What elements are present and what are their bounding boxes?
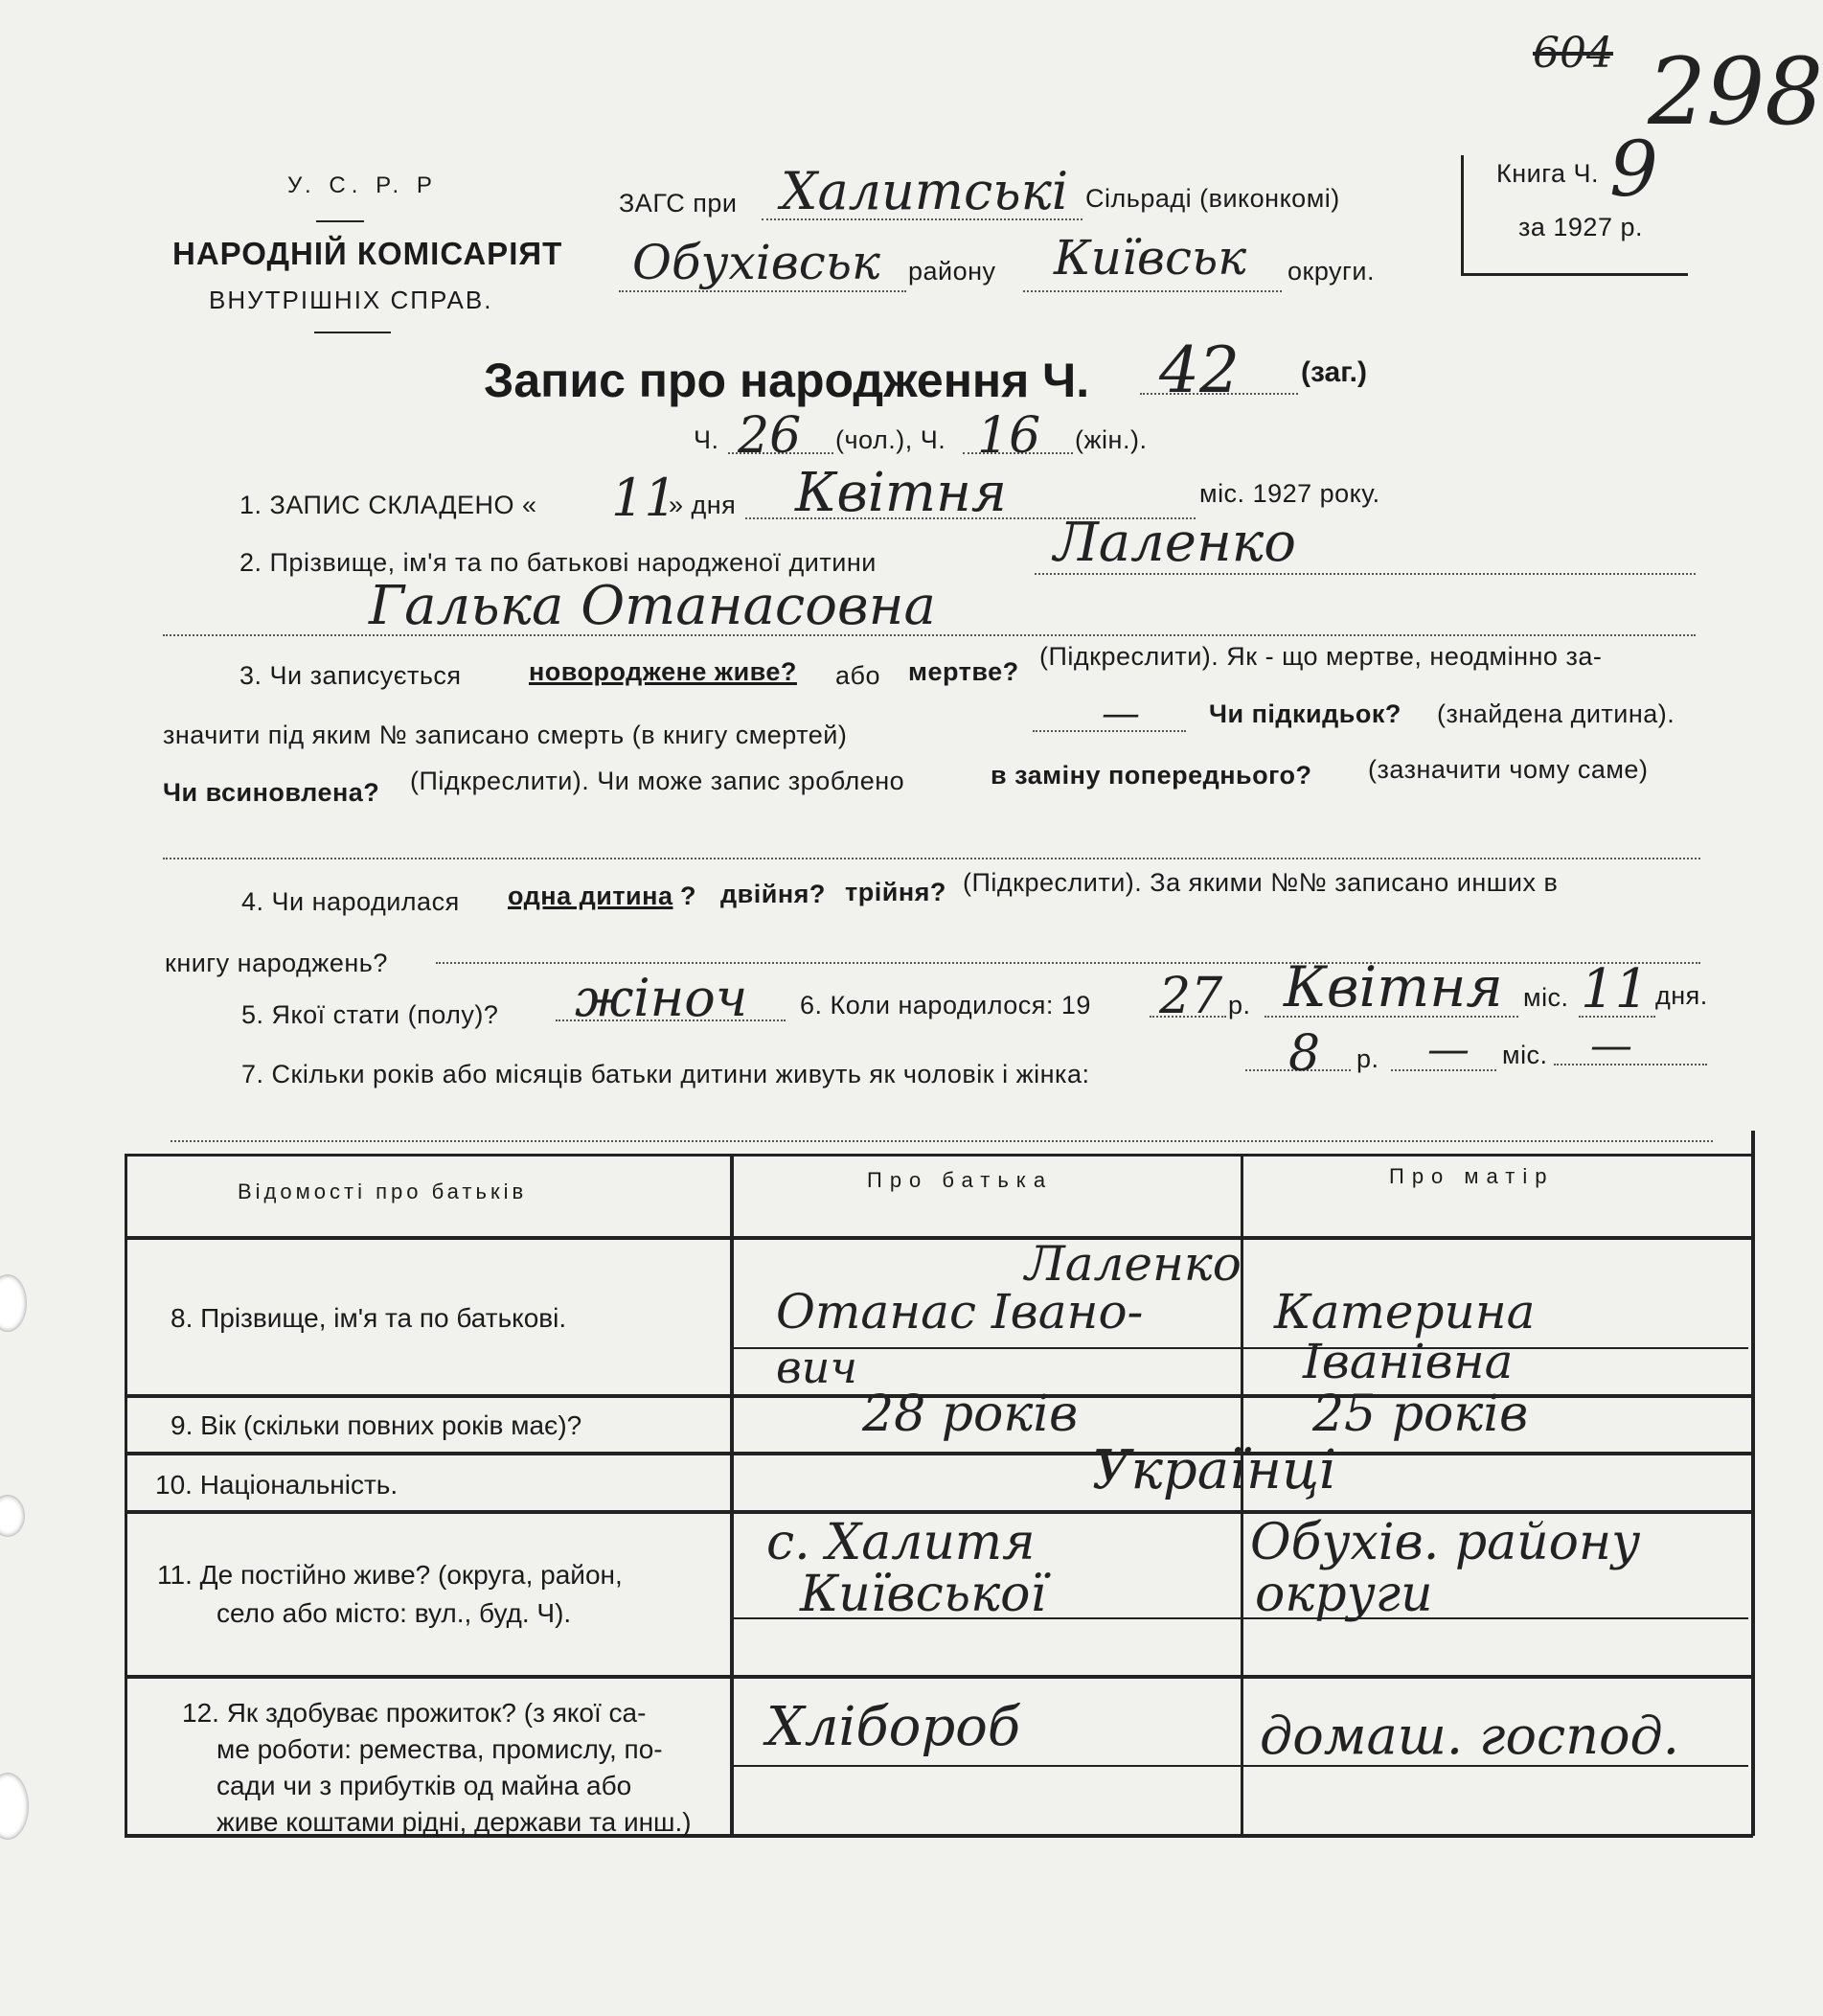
q1-month-handwritten: Квітня [795,462,1007,524]
row11-mother-line1: Обухів. району [1250,1514,1641,1571]
table-border [730,1154,734,1836]
q4-l1e: (Підкреслити). За якими №№ записано инших в [963,868,1559,897]
row8-father-line2: вич [776,1341,858,1393]
q7-text: 7. Скільки років або місяців батьки дитини живуть як чоловік і жінка: [241,1060,1090,1088]
q6-dnya: дня. [1655,981,1708,1010]
row11-label-line1: 11. Де постійно живе? (округа, район, [157,1560,623,1590]
male-label: (чол.), Ч. [835,425,946,454]
book-number-handwritten: 9 [1609,125,1658,214]
page-number: 298 [1648,38,1823,146]
book-box-border [1461,273,1688,276]
row11-mother-line2: округи [1255,1566,1433,1623]
district-handwritten: Обухівськ [632,235,880,290]
row12-father-occupation-handwritten: Хлібороб [766,1696,1021,1758]
table-subline [733,1347,1748,1349]
table-header-info: Відомості про батьків [238,1180,528,1203]
q4-triplets: трійня? [845,878,946,906]
book-year: за 1927 р. [1518,213,1643,241]
q3-replacement: в заміну попереднього? [991,761,1312,790]
row9-mother-age-handwritten: 25 років [1312,1386,1529,1443]
zags-prefix: ЗАГС при [619,189,738,218]
punch-hole [0,1773,29,1840]
q5-sex-handwritten: жіноч [575,968,748,1028]
record-suffix: (заг.) [1301,356,1368,388]
commissariat-title: НАРОДНІЙ КОМІСАРІЯТ [172,236,563,271]
struck-number: 604 [1533,29,1613,78]
fill-line [163,858,1700,859]
q3-l2c: (знайдена дитина). [1437,699,1675,728]
q3-l1e: (Підкреслити). Як - що мертве, неодмінно за- [1039,642,1603,671]
row11-father-line2: Київської [800,1566,1047,1623]
q6-r: р. [1228,991,1251,1019]
row8-mother-line2: Іванівна [1303,1334,1514,1389]
fill-line [171,1140,1713,1142]
row10-label: 10. Національність. [155,1470,399,1500]
row12-mother-occupation-handwritten: домаш. господ. [1260,1706,1679,1766]
subtitle-prefix: Ч. [694,425,719,454]
q6-month-handwritten: Квітня [1284,954,1503,1019]
zags-council-suffix: Сільраді (виконкомі) [1085,184,1340,213]
republic-label: У. С. Р. Р [287,172,438,198]
q4-single-underlined: одна дитина [508,882,673,910]
table-border [125,1154,127,1836]
q1-day-handwritten: 11 [611,468,677,528]
male-count-handwritten: 26 [738,407,802,465]
q7-years-handwritten: 8 [1288,1025,1321,1083]
q6-mis: міс. [1523,983,1569,1012]
row12-label-line4: живе коштами рідні, держави та инш.) [216,1807,692,1837]
record-title: Запис про народження Ч. [484,354,1090,407]
q4-l2: книгу народжень? [165,949,388,977]
q3-l2a: значити під яким № записано смерть (в книгу смертей) [163,721,848,749]
q6-day-handwritten: 11 [1581,958,1650,1020]
q3-l3b: (Підкреслити). Чи може запис зроблено [410,767,905,795]
table-border [125,1675,1753,1679]
q6-year-handwritten: 27 [1159,968,1223,1025]
q3-l3d: (зазначити чому саме) [1368,755,1649,784]
q3-dead: мертве? [908,657,1019,686]
table-border [125,1236,1753,1240]
table-border [125,1154,1753,1157]
row11-label-line2: село або місто: вул., буд. Ч). [216,1598,572,1628]
q3-foundling: Чи підкидьок? [1209,699,1401,728]
fill-line [1023,290,1282,292]
q4-question: ? [680,882,696,910]
punch-hole [0,1274,27,1332]
q4-l1a: 4. Чи народилася [241,887,460,916]
q4-twins: двійня? [720,880,826,908]
q1-tail: міс. 1927 року. [1199,479,1380,508]
q2-surname-handwritten: Лаленко [1054,512,1296,574]
table-header-mother: Про матір [1389,1164,1555,1188]
q7-months-handwritten: — [1427,1025,1470,1074]
fill-line [619,290,906,292]
q7-r: р. [1356,1044,1379,1073]
department-label: ВНУТРІШНІХ СПРАВ. [209,286,493,314]
table-header-father: Про батька [867,1168,1054,1192]
q3-alive-underlined: новороджене живе? [529,657,797,686]
book-label: Книга Ч. [1496,159,1599,188]
row12-label-line3: сади чи з прибутків од майна або [216,1771,632,1800]
fill-line [436,962,1700,964]
q2-name-handwritten: Галька Отанасовна [369,575,936,637]
divider [316,220,364,222]
female-count-handwritten: 16 [977,407,1041,465]
okrug-label: округи. [1287,257,1375,286]
row12-label-line1: 12. Як здобуває прожиток? (з якої са- [182,1698,647,1728]
q7-mis: міс. [1502,1041,1548,1069]
q6-text: 6. Коли народилося: 19 [800,991,1091,1019]
row9-label: 9. Вік (скільки повних років має)? [171,1410,582,1440]
row8-surname-handwritten: Лаленко [1025,1236,1242,1292]
row8-father-line1: Отанас Івано- [776,1284,1144,1340]
punch-hole [0,1495,25,1537]
row12-label-line2: ме роботи: ремества, промислу, по- [216,1734,663,1764]
q7-tail-handwritten: — [1590,1021,1632,1070]
row10-nationality-handwritten: Українці [1092,1439,1336,1501]
q3-l1a: 3. Чи записується [239,661,462,690]
row8-label: 8. Прізвище, ім'я та по батькові. [171,1303,567,1333]
book-box-border [1461,155,1464,275]
okrug-handwritten: Київськ [1054,230,1247,286]
q3-dash-handwritten: — [1102,692,1140,736]
divider [314,332,391,333]
row8-mother-line1: Катерина [1274,1284,1536,1340]
q2-text: 2. Прізвище, ім'я та по батькові народженої дитини [239,548,877,577]
zags-council-handwritten: Халитські [781,161,1069,221]
district-label: району [908,257,996,286]
q1-after-day: » дня [669,491,737,519]
row11-father-line1: с. Халитя [766,1514,1036,1571]
q3-l1c: або [835,661,880,690]
record-number-handwritten: 42 [1159,333,1240,407]
q3-adopted: Чи всиновлена? [163,778,380,807]
q1-text: 1. ЗАПИС СКЛАДЕНО « [239,491,537,519]
table-border [125,1452,1753,1455]
female-label: (жін.). [1075,425,1148,454]
row9-father-age-handwritten: 28 років [862,1386,1079,1443]
q5-text: 5. Якої стати (полу)? [241,1000,499,1029]
